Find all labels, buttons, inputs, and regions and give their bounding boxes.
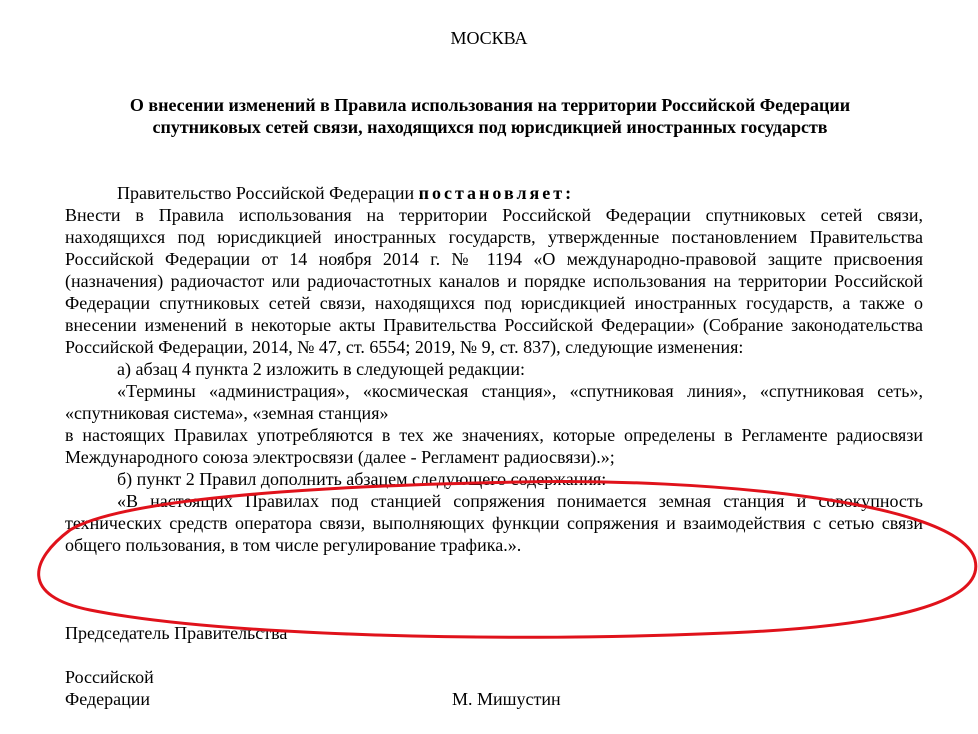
- quote-a-part1: «Термины «администрация», «космическая станция», «спутниковая линия», «спутниковая сеть», «спутниковая система», «земная станция»: [65, 381, 923, 423]
- quote-a-part2: в настоящих Правилах употребляются в тех же значениях, которые определены в Регламенте радиосвязи Международного союза электросвязи (далее - Регламент радиосвязи).»;: [65, 425, 923, 467]
- city-heading: МОСКВА: [450, 28, 528, 48]
- document-title: [60, 94, 920, 138]
- signatory-name: М. Мишустин: [452, 689, 561, 709]
- intro-verb: постановляет:: [418, 183, 575, 203]
- signature-role: Председатель Правительства: [65, 623, 288, 643]
- intro-paragraph: [65, 182, 923, 204]
- signature-country-line2: Федерации: [65, 689, 151, 709]
- quote-b: «В настоящих Правилах под станцией сопряжения понимается земная станция и совокупность технических средств оператора связи, выполняющих функции сопряжения и взаимодействия с сетью связи общего пользования, в том числе регулирование трафика.».: [65, 491, 923, 555]
- title-line-1: О внесении изменений в Правила использования на территории Российской Федерации: [129, 95, 851, 115]
- title-line-2: спутниковых сетей связи, находящихся под юрисдикцией иностранных государств: [152, 117, 828, 137]
- item-a: а) абзац 4 пункта 2 изложить в следующей редакции:: [117, 359, 525, 379]
- document-body: [65, 182, 923, 556]
- item-b: б) пункт 2 Правил дополнить абзацем следующего содержания:: [117, 469, 607, 489]
- amendment-paragraph: Внести в Правила использования на территории Российской Федерации спутниковых сетей связи, находящихся под юрисдикцией иностранных государств, утвержденные постановлением Правительства Российской Федерации от 14 ноября 2014 г. № 1194 «О международно-правовой защите присвоения (назначения) радиочастот или радиочастотных каналов и порядке использования на территории Российской Федерации спутниковых сетей связи, находящихся под юрисдикцией иностранных государств, а также о внесении изменений в некоторые акты Правительства Российской Федерации» (Собрание законодательства Российской Федерации, 2014, № 47, ст. 6554; 2019, № 9, ст. 837), следующие изменения:: [65, 205, 923, 357]
- signature-country-line1: Российской: [65, 667, 154, 687]
- intro-prefix: Правительство Российской Федерации: [117, 183, 415, 203]
- signature-country: [65, 666, 154, 710]
